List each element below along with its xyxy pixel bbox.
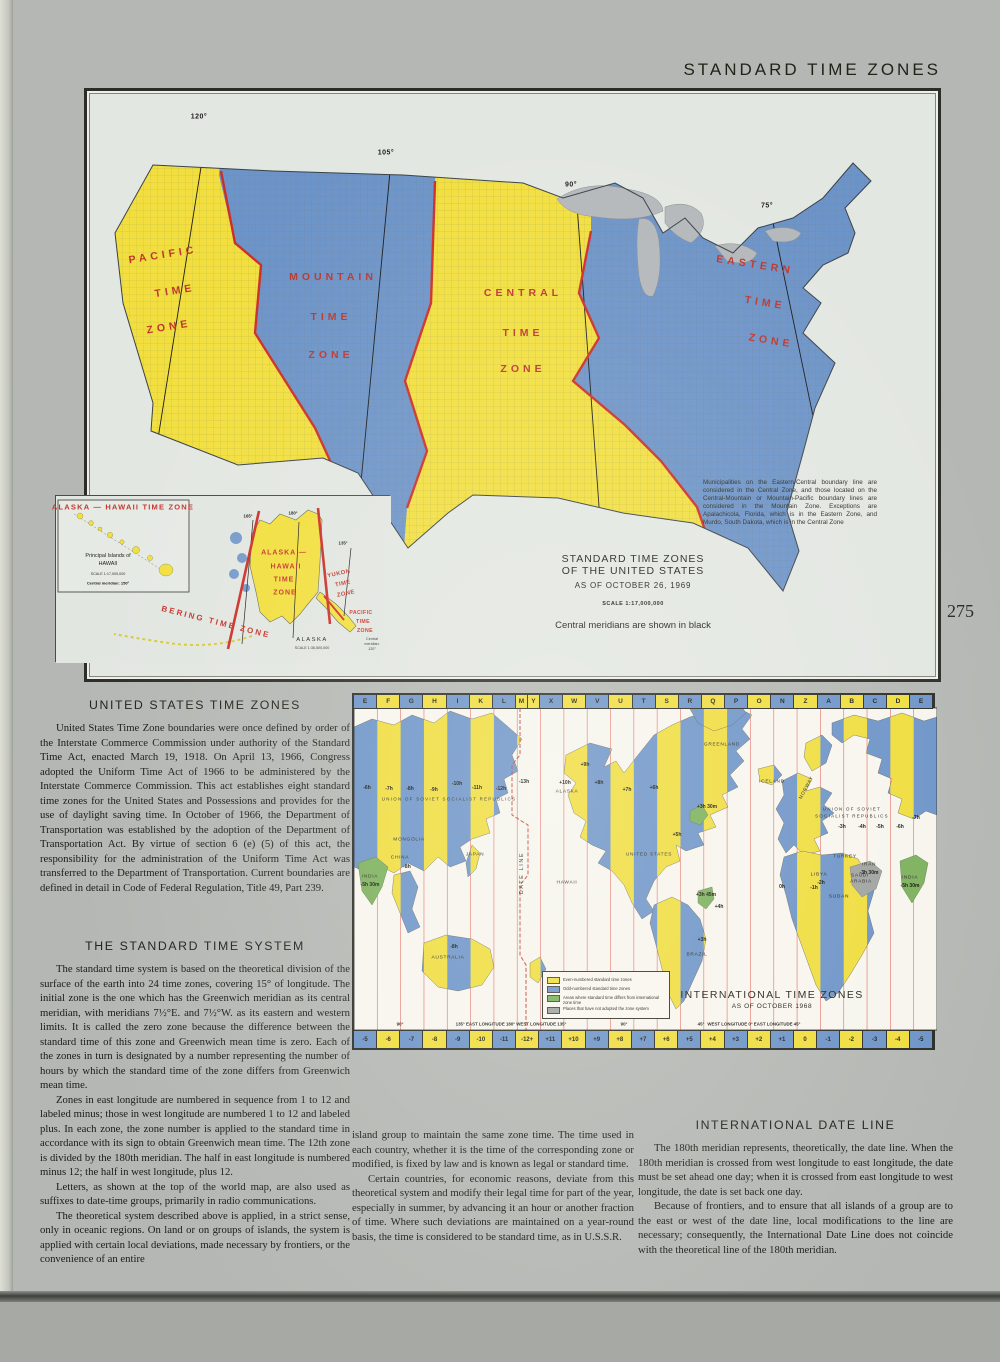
section-heading-international-date-line: INTERNATIONAL DATE LINE [695,1118,896,1132]
us-map-label: TIME [743,293,787,313]
us-map-title-line1: STANDARD TIME ZONES [561,553,705,565]
longitude-label: 45° [793,1021,801,1027]
left-column [40,698,350,1267]
zone-number-cell: +11 [539,1031,562,1048]
us-map-label: 120° [190,113,208,121]
zone-letter-cell: K [470,695,493,708]
inset-label: TIME [273,576,295,584]
zone-letter-cell: N [771,695,794,708]
world-map-label: -1h [810,885,818,891]
world-map-label: +10h [559,780,571,786]
zone-letter-cell: V [586,695,609,708]
world-map-label: -7h [912,815,920,821]
world-map-label: -8h [450,944,458,950]
zone-number-cell: -7 [400,1031,423,1048]
legend-label: Odd-numbered standard time zones [563,985,631,991]
legend-item [547,977,665,985]
world-map-label: HAWAII [556,880,578,886]
world-map-label: -2h [817,880,825,886]
us-map-label: ZONE [145,317,193,337]
boundary-municipalities-note: Municipalities on the Eastern-Central boundary line are considered in the Central Zone, and those located on the Central-Mountain or Mountain-Pacific boundary lines are considered in the Mountain Zone. Exceptions are Apalachicola, Florida, which is in the Eastern Zone, and Murdo, South Dakota, which is in the Central Zone [703,479,877,527]
world-map-label: INDIA [901,875,919,881]
zone-number-cell: -10 [470,1031,493,1048]
us-map-scale: SCALE 1:17,000,000 [602,601,664,607]
zone-letter-cell: G [400,695,423,708]
world-number-row [354,1030,933,1048]
world-map-label: DATE LINE [519,851,525,895]
zone-letter-cell: T [633,695,656,708]
zone-letter-cell: E [910,695,933,708]
world-map-label: AUSTRALIA [431,955,465,961]
inset-label: HAWAII [270,563,302,571]
world-map-label: -6h [896,824,904,830]
world-map-label: -5h [876,824,884,830]
zone-letter-cell: P [725,695,748,708]
paragraph: The 180th meridian represents, theoretically, the date line. When the 180th meridian is crossed from west longitude to east longitude, the date must be set ahead one day; when it is crossed from east longitude to west longitude, the date is set back one day. [638,1142,953,1198]
world-map-title-block [677,989,867,1010]
world-map-legend [542,971,670,1019]
zone-letter-cell: Q [702,695,725,708]
world-map-label: -3h [838,824,846,830]
world-map-label: +3h 30m [696,804,718,810]
world-map-label: UNITED STATES [625,852,673,858]
zone-number-cell: +5 [678,1031,701,1048]
legend-item [547,995,665,1005]
zone-letter-cell: R [679,695,702,708]
us-map-label: ZONE [747,331,795,351]
zone-letter-cell: Y [528,695,540,708]
world-map-label: +9h [580,762,590,768]
section-heading-us-time-zones: UNITED STATES TIME ZONES [89,698,301,712]
us-map-label: 105° [377,149,395,157]
inset-label: Central meridian: 150° [86,580,130,586]
zone-letter-cell: S [656,695,679,708]
zone-letter-cell: H [423,695,446,708]
world-map-label: UNION OF SOVIET SOCIALIST REPUBLICS [381,796,517,802]
legend-swatch [547,995,560,1002]
alaska-hawaii-inset [51,495,390,662]
surface-below-page [0,1302,1000,1362]
zone-number-cell: -5 [910,1031,933,1048]
paragraph: United States Time Zone boundaries were once defined by order of the Interstate Commerce Commission under authority of the Standard Time Act, enacted March 19, 1918. On April 13, 1966, Congress adopted the Uniform Time Act of 1966 to be administered by the Interstate Commerce Commission. This act establishes eight standard time zones for the United States and Possessions and provides for the use of daylight saving time. In October of 1966, the Department of Transportation was established by the adoption of the Department of Transportation Act. By virtue of section 6 (e) (5) of this act, the responsibility for the administration of the Uniform Time Act was transferred to the Department of Transportation. Current boundaries are defined in detail in Code of Federal Regulation, Title 49, Part 239. [40,722,350,894]
zone-letter-cell: X [540,695,563,708]
inset-label: ALASKA — HAWAII TIME ZONE [51,502,195,512]
inset-label: YUKON [326,568,352,580]
legend-label: Even-numbered standard time zones [563,976,632,982]
us-map-label: 75° [760,202,774,210]
world-map-label: -10h [451,781,463,787]
legend-swatch [547,986,560,993]
paragraph: island group to maintain the same zone time. The time used in each country, whether it is the time of the corresponding zone or modified, is fixed by law and is known as legal or standard time. [352,1129,634,1170]
zone-number-cell: +9 [586,1031,609,1048]
world-map-label: -12h [495,786,507,792]
zone-number-cell: -9 [447,1031,470,1048]
world-map-label: ICELAND [759,779,785,785]
world-map-label: BRAZIL [686,952,708,958]
us-map-label: ZONE [500,363,546,375]
legend-swatch [547,977,560,984]
zone-number-cell: -4 [887,1031,910,1048]
world-map-label: +3h [697,937,707,943]
world-map-label: UNION OF SOVIET [822,806,882,812]
us-map-title-date: AS OF OCTOBER 26, 1969 [574,581,692,590]
section-body-us-time-zones [40,721,350,895]
inset-label: ZONE [336,589,356,599]
zone-letter-cell: A [818,695,841,708]
world-map-label: -8h [403,864,411,870]
world-map-label: -5h 30m [900,883,920,889]
inset-label: SCALE 1:36,500,000 [294,646,330,650]
world-map-label: CHINA [390,855,410,861]
zone-number-cell: -1 [817,1031,840,1048]
inset-label: PACIFIC [349,610,373,616]
world-map-label: LIBYA [810,872,828,878]
longitude-label: 45° [697,1021,705,1027]
world-map-title: INTERNATIONAL TIME ZONES [680,989,864,1001]
world-map-label: +3h 45m [695,892,717,898]
world-map-label: GREENLAND [703,742,741,748]
legend-item [547,986,665,994]
page-bottom-edge [0,1291,1000,1302]
zone-number-cell: +7 [632,1031,655,1048]
world-map-label: MONGOLIA [393,837,425,843]
world-map-label: ARABIA [850,879,872,885]
page-left-edge [0,0,13,1362]
section-heading-standard-time-system: THE STANDARD TIME SYSTEM [85,939,305,953]
international-time-zones-map [352,693,935,1050]
zone-letter-cell: I [447,695,470,708]
paragraph: The standard time system is based on the theoretical division of the surface of the earth into 24 time zones, covering 15° of longitude. The initial zone is the one which has the Greenwich meridian as its central meridian, with meridians 7½°E. and 7½°W. as its eastern and western limits. It is called the zero zone because the difference between the standard time of this zone and Greenwich mean time is zero. Each of the zones in turn is designated by a number representing the number of hours by which the standard time of the zone differs from Greenwich mean time. [40,963,350,1091]
zone-letter-cell: C [864,695,887,708]
world-longitude-row [354,1018,933,1030]
inset-label: BERING TIME ZONE [160,604,272,640]
paragraph: Zones in east longitude are numbered in sequence from 1 to 12 and labeled minus; those in west longitude are numbered 1 to 12 and labeled plus. In each zone, the zone number is applied to the standard time in accordance with its sign to obtain Greenwich mean time. The 12th zone is divided by the 180th meridian. The half in east longitude is numbered minus 12; the half in west longitude, plus 12. [40,1093,350,1178]
zone-number-cell: -11 [493,1031,516,1048]
us-map-title-block [533,553,733,631]
world-map-label: -9h [430,787,438,793]
section-body-international-date-line [638,1141,953,1257]
us-map-label: MOUNTAIN [289,271,377,283]
legend-swatch [547,1007,560,1014]
world-map-label: +4h [714,904,724,910]
us-map-label: 90° [564,181,578,189]
middle-column [352,1128,634,1244]
zone-number-cell: -6 [377,1031,400,1048]
world-map-label: IRAN [861,862,877,868]
zone-number-cell: +1 [771,1031,794,1048]
zone-letter-cell: L [493,695,516,708]
world-map-label: -5h 30m [360,882,380,888]
world-map-label: SAUDI [850,873,870,879]
zone-letter-cell: Z [794,695,817,708]
zone-number-cell: 0 [794,1031,817,1048]
zone-letter-cell: W [563,695,586,708]
inset-labels [51,496,389,661]
zone-number-cell: -3 [863,1031,886,1048]
world-map-label: +6h [649,785,659,791]
us-map-title-line2: OF THE UNITED STATES [561,565,705,577]
us-map-label: TIME [310,311,352,323]
inset-label: 180° [288,510,298,516]
inset-label: TIME [356,619,370,625]
world-map-label: NORWAY [798,775,816,801]
zone-letter-cell: M [516,695,528,708]
world-map-label: ALASKA [555,789,579,795]
inset-label: HAWAII [98,561,118,567]
world-map-subtitle: AS OF OCTOBER 1968 [731,1003,813,1010]
world-map-label: TURKEY [833,854,857,860]
zone-number-cell: -8 [423,1031,446,1048]
zone-number-cell: +3 [725,1031,748,1048]
zone-number-cell: +4 [701,1031,724,1048]
world-map-label: -3h 30m [859,870,879,876]
inset-label: ALASKA — [261,549,307,557]
world-map-label: SOCIALIST REPUBLICS [815,813,889,819]
world-map-label: +8h [594,780,604,786]
world-map-label: -8h [406,786,414,792]
zone-letter-cell: U [609,695,632,708]
zone-number-cell: +2 [748,1031,771,1048]
zone-number-cell: -12+ [516,1031,539,1048]
inset-label: meridian: [364,642,380,646]
zone-letter-cell: D [887,695,910,708]
world-map-label: INDIA [361,874,379,880]
inset-label: TIME [334,579,352,589]
paragraph: Letters, as shown at the top of the world map, are also used as suffixes to date-time groups, primarily in radio communications. [40,1180,350,1207]
longitude-label: 135° EAST LONGITUDE 180° WEST LONGITUDE 135° [455,1021,567,1027]
us-map-label: PACIFIC [127,243,199,267]
page-header-title: STANDARD TIME ZONES [683,60,941,79]
world-map-label: SUDAN [828,894,850,900]
world-map-label: -13h [518,779,530,785]
us-map-label: CENTRAL [483,287,563,299]
legend-item [547,1006,665,1014]
paragraph: Certain countries, for economic reasons, deviate from this theoretical system and modify their legal time for part of the year, especially in summer, by advancing it an hour or another fraction of time. Where such deviations are maintained on a year-round basis, the time is considered to be standard time, as in U.S.S.R. [352,1172,634,1243]
inset-label: SCALE 1:17,000,000 [90,572,126,576]
legend-label: Places that have not adopted the zone system [563,1006,649,1011]
inset-label: 120° [368,647,376,651]
longitude-label: 90° [396,1021,404,1027]
longitude-label: WEST LONGITUDE 0° EAST LONGITUDE [707,1021,793,1027]
us-map-label: EASTERN [715,252,795,278]
zone-letter-cell: E [354,695,377,708]
us-map-label: TIME [153,281,197,301]
zone-number-cell: -2 [840,1031,863,1048]
zone-number-cell: +6 [655,1031,678,1048]
us-map-label: ZONE [308,349,354,361]
legend-label: Areas where standard time differs from international zone time [563,994,660,1005]
inset-label: ZONE [273,589,297,597]
zone-number-cell: -5 [354,1031,377,1048]
zone-letter-cell: F [377,695,400,708]
inset-label: 165° [243,513,253,519]
zone-letter-cell: B [841,695,864,708]
inset-label: Principal Islands of [85,553,131,559]
inset-label: Central [366,637,378,641]
world-map-label: +7h [622,787,632,793]
us-map-meridian-note: Central meridians are shown in black [555,620,711,631]
zone-letter-cell: O [748,695,771,708]
inset-label: 135° [338,540,348,546]
us-map-label: TIME [502,327,544,339]
longitude-label: 90° [620,1021,628,1027]
inset-label: ZONE [356,628,374,634]
section-body-standard-time-system [40,962,350,1267]
zone-number-cell: +8 [609,1031,632,1048]
world-map-label: -4h [858,824,866,830]
paragraph: Because of frontiers, and to ensure that all islands of a group are to the east or west of the date line, local modifications to the line are necessary; consequently, the International Date Line does not coincide with the theoretical line of the 180th meridian. [638,1200,953,1256]
inset-label: ALASKA [296,637,328,643]
section-body-continuation [352,1128,634,1244]
right-column [638,1118,953,1257]
paragraph: The theoretical system described above is applied, in a strict sense, only in oceanic regions. On land or on groups of islands, the system is applied with certain local deviations, made necessary by frontiers, or the convenience of an entire [40,1209,350,1265]
zone-number-cell: +10 [562,1031,585,1048]
world-map-label: +5h [672,832,682,838]
world-map-label: -7h [385,786,393,792]
world-map-label: -6h [363,785,371,791]
world-map-label: JAPAN [465,852,485,858]
world-map-label: -11h [471,785,483,791]
world-map-label: 0h [779,884,785,890]
page-number: 275 [947,601,974,621]
